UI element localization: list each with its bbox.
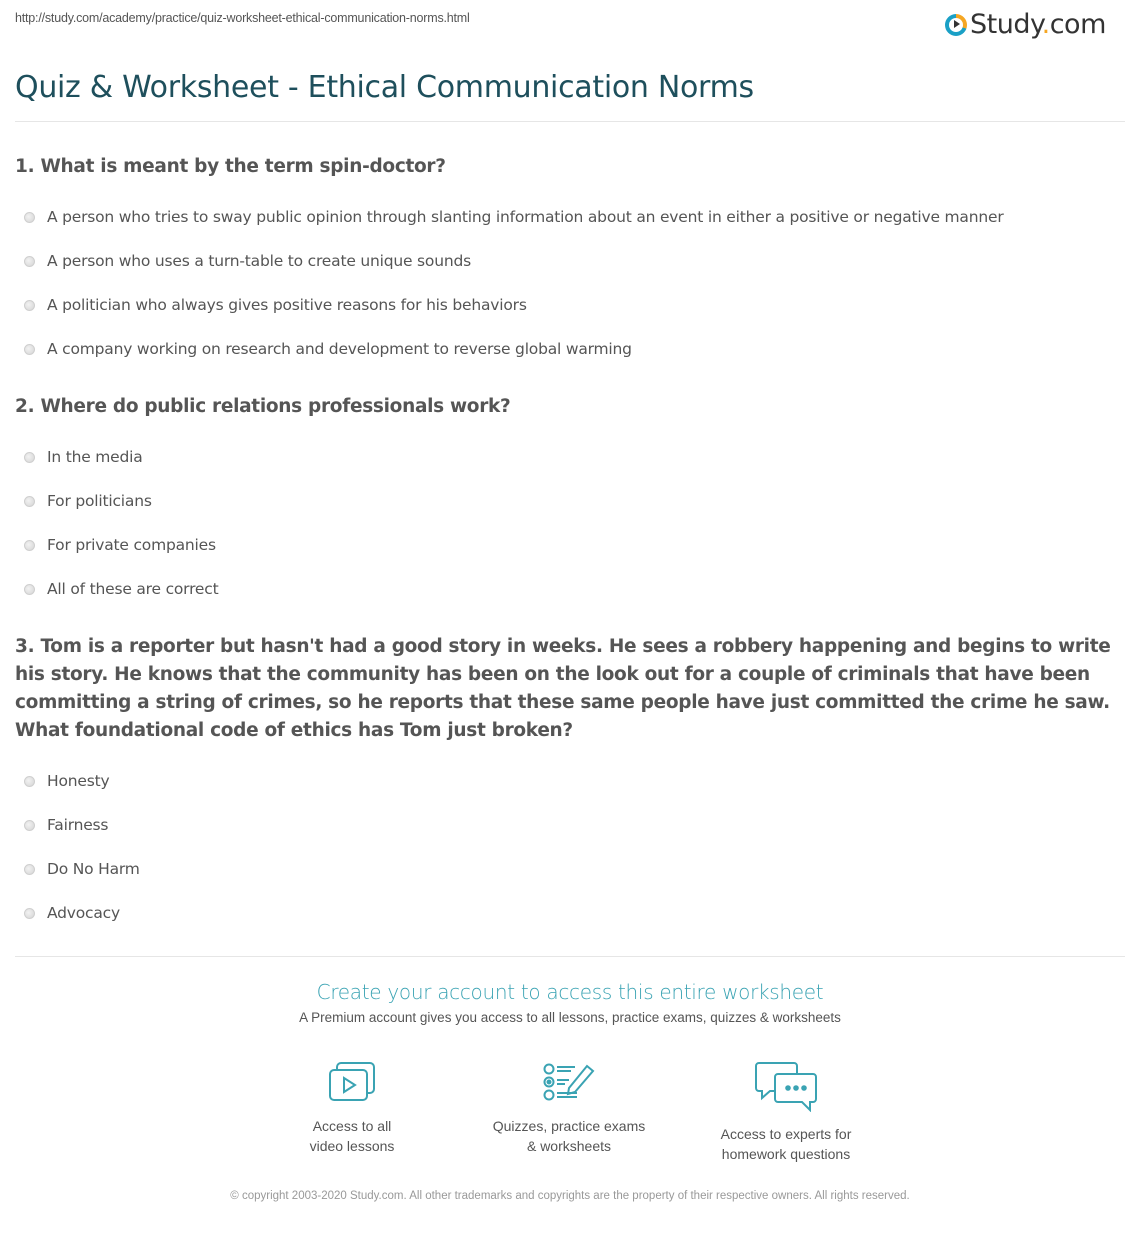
feature-label-line: Access to all bbox=[312, 1118, 392, 1134]
radio-button[interactable] bbox=[24, 908, 35, 919]
option-label: Advocacy bbox=[47, 904, 120, 922]
answer-option[interactable] bbox=[15, 847, 1127, 891]
answer-option[interactable] bbox=[15, 523, 1127, 567]
video-lessons-icon bbox=[326, 1060, 378, 1104]
radio-button[interactable] bbox=[24, 776, 35, 787]
answer-option[interactable] bbox=[15, 195, 1127, 239]
feature-quizzes bbox=[469, 1060, 669, 1156]
option-label: A person who uses a turn-table to create unique sounds bbox=[47, 252, 471, 270]
feature-label-line: homework questions bbox=[721, 1146, 851, 1162]
play-logo-icon bbox=[945, 14, 967, 36]
feature-label-line: Quizzes, practice exams bbox=[492, 1118, 646, 1134]
answer-option[interactable] bbox=[15, 435, 1127, 479]
answer-option[interactable] bbox=[15, 283, 1127, 327]
page-title: Quiz & Worksheet - Ethical Communication Norms bbox=[15, 70, 754, 105]
question-3 bbox=[15, 633, 1127, 935]
answer-option[interactable] bbox=[15, 891, 1127, 935]
answer-option[interactable] bbox=[15, 803, 1127, 847]
radio-button[interactable] bbox=[24, 540, 35, 551]
question-text: 3. Tom is a reporter but hasn't had a good story in weeks. He sees a robbery happening and begins to write his story. He knows that the community has been on the look out for a couple of criminals that have been committing a string of crimes, so he reports that these same people have just committed the crime he saw. What foundational code of ethics has Tom just broken? bbox=[15, 636, 1111, 741]
option-label: Fairness bbox=[47, 816, 109, 834]
option-label: A person who tries to sway public opinion through slanting information about an event in either a positive or negative manner bbox=[47, 208, 1004, 226]
cta-subtitle: A Premium account gives you access to all lessons, practice exams, quizzes & worksheets bbox=[299, 1010, 841, 1025]
answer-option[interactable] bbox=[15, 567, 1127, 611]
question-2 bbox=[15, 393, 1127, 611]
cta-title-link[interactable]: Create your account to access this entire worksheet bbox=[316, 980, 824, 1004]
radio-button[interactable] bbox=[24, 864, 35, 875]
radio-button[interactable] bbox=[24, 300, 35, 311]
option-label: Honesty bbox=[47, 772, 110, 790]
feature-label-line: Access to experts for bbox=[720, 1126, 852, 1142]
radio-button[interactable] bbox=[24, 820, 35, 831]
chat-bubbles-icon bbox=[754, 1060, 818, 1112]
signup-cta bbox=[0, 980, 1140, 1025]
divider bbox=[15, 121, 1125, 122]
feature-label-line: video lessons bbox=[309, 1138, 395, 1154]
option-label: For private companies bbox=[47, 536, 216, 554]
radio-button[interactable] bbox=[24, 256, 35, 267]
option-label: In the media bbox=[47, 448, 143, 466]
feature-video-lessons bbox=[252, 1060, 452, 1156]
option-label: A company working on research and development to reverse global warming bbox=[47, 340, 632, 358]
logo-text: Study.com bbox=[970, 9, 1106, 40]
question-text: 1. What is meant by the term spin-doctor? bbox=[15, 156, 446, 177]
divider bbox=[15, 956, 1125, 957]
study-logo[interactable] bbox=[945, 9, 1106, 40]
radio-button[interactable] bbox=[24, 584, 35, 595]
radio-button[interactable] bbox=[24, 452, 35, 463]
answer-option[interactable] bbox=[15, 759, 1127, 803]
option-label: All of these are correct bbox=[47, 580, 219, 598]
quiz-checklist-icon bbox=[541, 1060, 597, 1104]
option-label: A politician who always gives positive reasons for his behaviors bbox=[47, 296, 527, 314]
question-text: 2. Where do public relations professionals work? bbox=[15, 396, 511, 417]
answer-option[interactable] bbox=[15, 239, 1127, 283]
radio-button[interactable] bbox=[24, 212, 35, 223]
copyright-notice: © copyright 2003-2020 Study.com. All other trademarks and copyrights are the property of their respective owners. All rights reserved. bbox=[230, 1190, 910, 1202]
question-1 bbox=[15, 153, 1127, 371]
feature-experts bbox=[686, 1060, 886, 1164]
option-label: For politicians bbox=[47, 492, 152, 510]
page-url: http://study.com/academy/practice/quiz-worksheet-ethical-communication-norms.html bbox=[15, 11, 470, 25]
radio-button[interactable] bbox=[24, 344, 35, 355]
radio-button[interactable] bbox=[24, 496, 35, 507]
answer-option[interactable] bbox=[15, 327, 1127, 371]
option-label: Do No Harm bbox=[47, 860, 140, 878]
feature-label-line: & worksheets bbox=[526, 1138, 612, 1154]
answer-option[interactable] bbox=[15, 479, 1127, 523]
